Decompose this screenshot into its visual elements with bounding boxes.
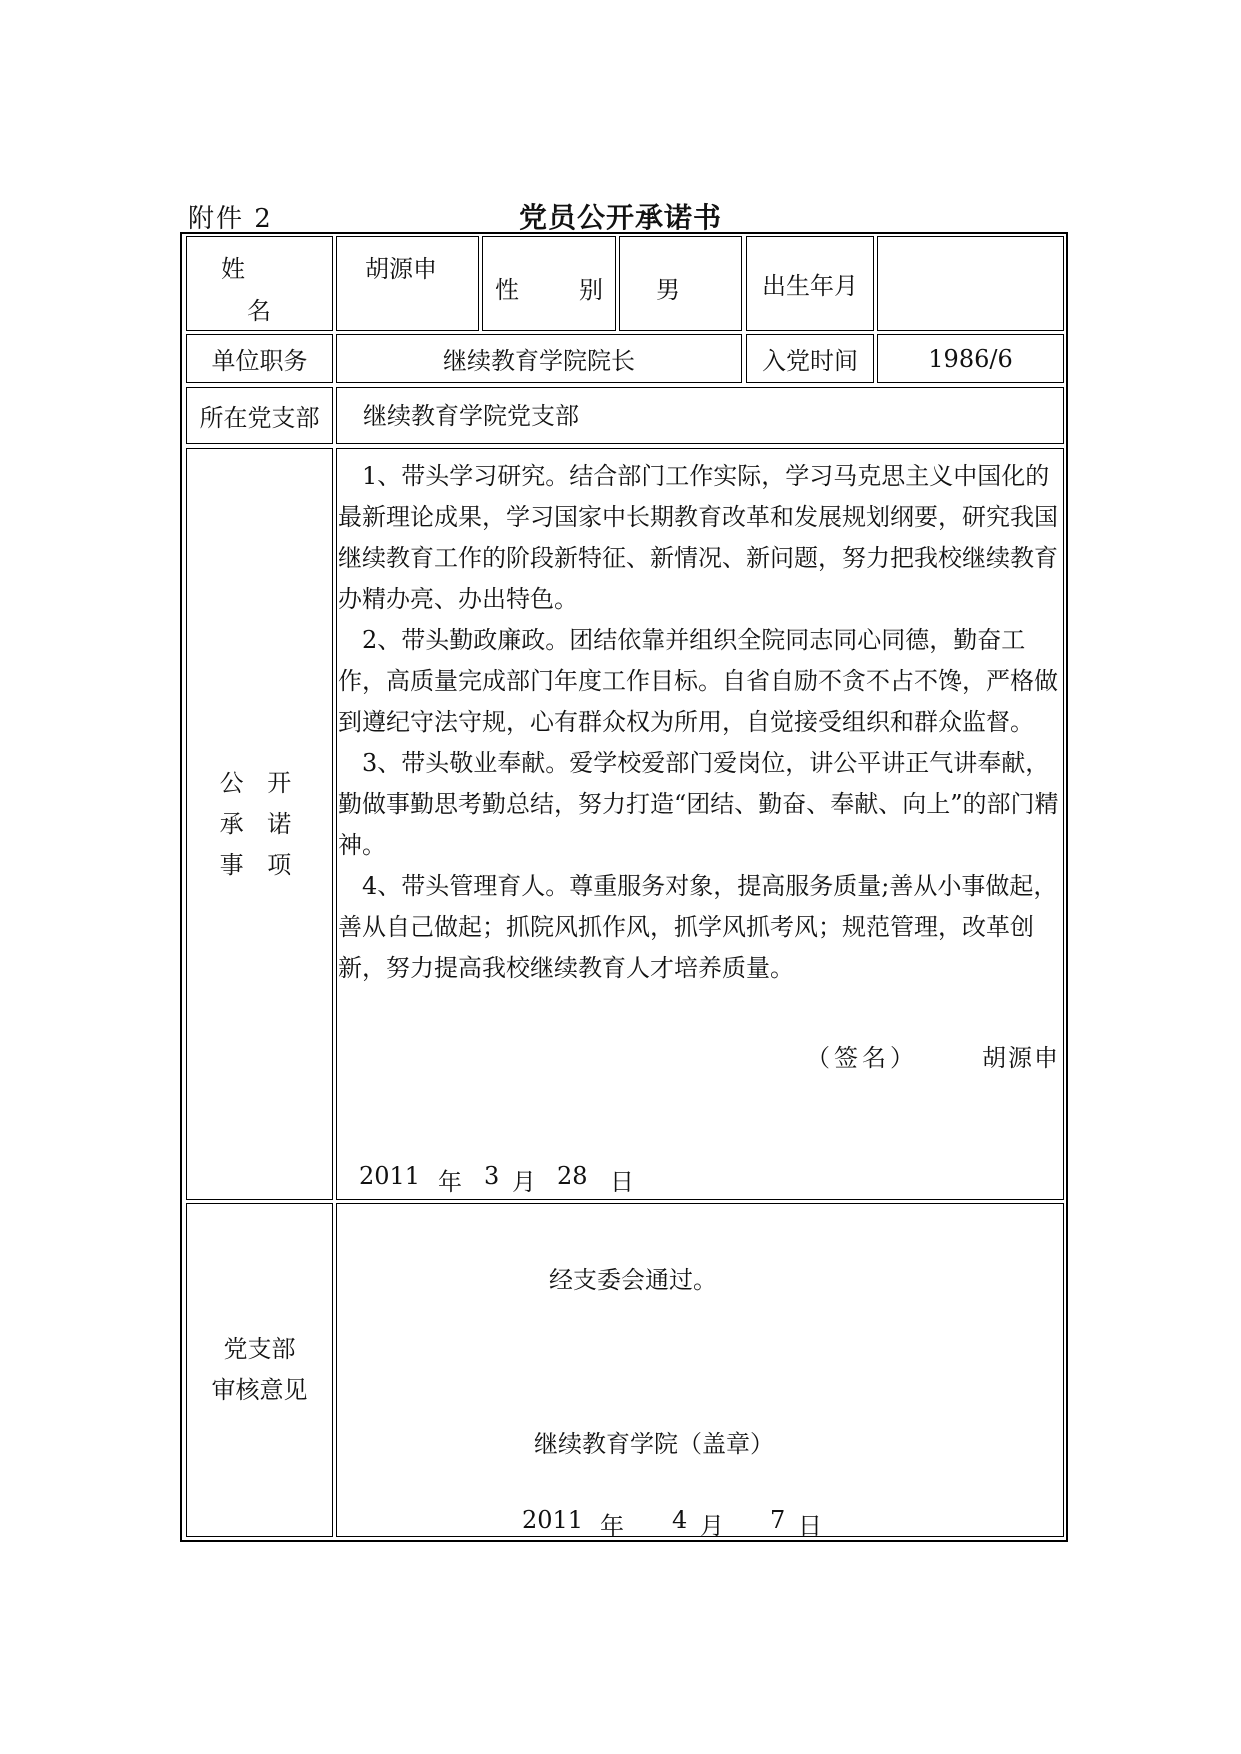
commitment-date-y: 年 [438,1168,462,1196]
review-content-cell [336,1203,1064,1537]
birth-value-cell [877,236,1064,331]
gender-label-cell [482,236,616,331]
gender-label-2: 别 [579,276,603,304]
join-value: 1986/6 [928,344,1013,373]
review-label-cell [186,1203,333,1537]
name-label-1: 姓 [221,255,245,283]
commitment-label [220,763,300,886]
branch-label-cell [186,387,333,444]
sign-label: （签名） [806,1044,918,1072]
name-value-cell [336,236,479,331]
join-label-cell [746,334,874,383]
gender-value: 男 [656,276,680,304]
unit-value-cell [336,334,742,383]
review-label-1: 党支部 [223,1335,296,1363]
join-label: 入党时间 [762,347,858,375]
branch-value: 继续教育学院党支部 [363,402,579,430]
review-date-month: 4 [672,1506,688,1534]
name-value: 胡源申 [365,255,437,283]
unit-label-cell [186,334,333,383]
review-date-day: 7 [770,1506,786,1534]
commitment-items [338,456,1066,989]
branch-value-cell [336,387,1064,444]
birth-label-cell [746,236,874,331]
review-opinion: 经支委会通过。 [549,1266,717,1294]
commitment-date-year: 2011 [359,1162,421,1190]
review-date-m: 月 [700,1512,724,1540]
commitment-item: 1、带头学习研究。结合部门工作实际，学习马克思主义中国化的最新理论成果，学习国家中长期教育改革和发展规划纲要，研究我国继续教育工作的阶段新特征、新情况、新问题，努力把我校继续教育办精办亮、办出特色。 [338,462,1058,613]
branch-label: 所在党支部 [199,404,320,432]
sign-name: 胡源申 [982,1044,1060,1072]
review-label [212,1329,308,1411]
commitment-label-cell [186,448,333,1200]
review-date-y: 年 [600,1512,624,1540]
name-label-cell [186,236,333,331]
commitment-label-line: 公 开 [219,768,300,797]
commitment-item: 2、带头勤政廉政。团结依靠并组织全院同志同心同德，勤奋工作，高质量完成部门年度工作目标。自省自励不贪不占不馋，严格做到遵纪守法守规，心有群众权为所用，自觉接受组织和群众监督。 [338,626,1058,736]
attachment-label: 附件 2 [188,204,273,234]
commitment-date-d: 日 [610,1168,634,1196]
gender-label-1: 性 [495,276,519,304]
gender-value-cell [619,236,742,331]
review-label-2: 审核意见 [211,1376,308,1404]
commitment-item: 3、带头敬业奉献。爱学校爱部门爱岗位，讲公平讲正气讲奉献，勤做事勤思考勤总结，努力打造“团结、勤奋、奉献、向上”的部门精神。 [338,749,1059,859]
review-seal: 继续教育学院（盖章） [534,1430,774,1458]
join-value-cell [877,334,1064,383]
commitment-label-line: 承 诺 [219,809,300,838]
unit-label: 单位职务 [211,347,308,375]
commitment-label-line: 事 项 [219,850,300,879]
birth-label: 出生年月 [762,272,858,300]
page-title: 党员公开承诺书 [518,201,722,234]
review-date-d: 日 [798,1512,822,1540]
commitment-date-day: 28 [557,1162,588,1190]
commitment-date-month: 3 [484,1162,500,1190]
review-date-year: 2011 [522,1506,584,1534]
name-label-2: 名 [247,297,271,325]
commitment-item: 4、带头管理育人。尊重服务对象，提高服务质量;善从小事做起，善从自己做起；抓院风抓作风，抓学风抓考风；规范管理，改革创新，努力提高我校继续教育人才培养质量。 [338,872,1058,982]
unit-value: 继续教育学院院长 [443,347,635,375]
commitment-date-m: 月 [512,1168,536,1196]
